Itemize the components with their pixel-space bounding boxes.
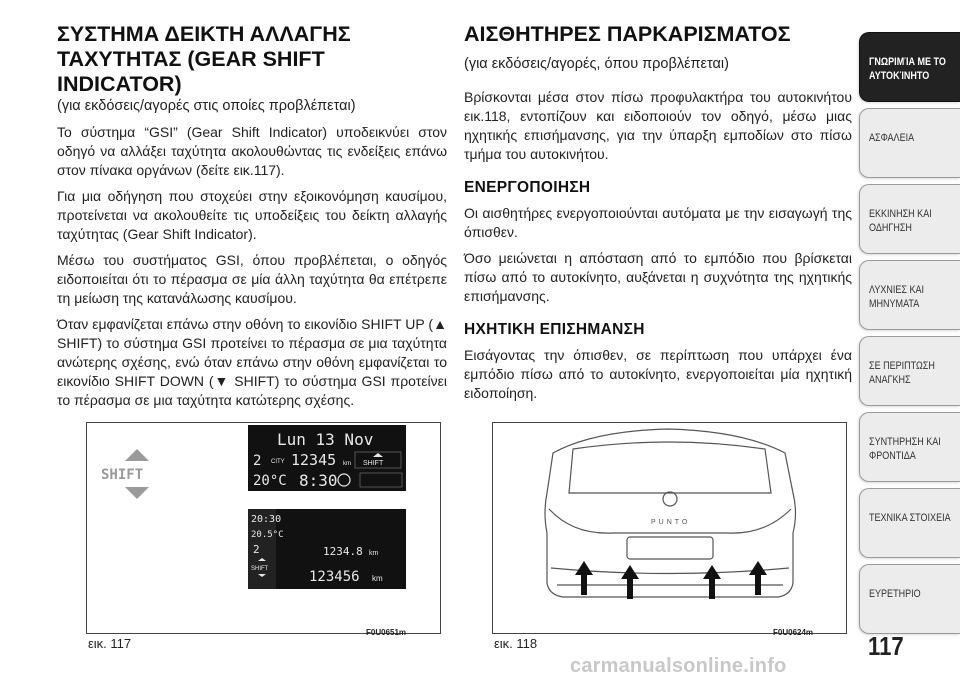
shift-up-icon — [101, 449, 149, 499]
instrument-display-illustration — [87, 423, 442, 635]
display2-odometer-unit: km — [372, 574, 383, 583]
fig117-code: F0U0651m — [366, 628, 407, 637]
tab-technical-data[interactable]: ΤΕΧΝΙΚΑ ΣΤΟΙΧΕΙΑ — [859, 488, 960, 558]
fig118-code: F0U0624m — [773, 628, 814, 637]
display-date: Lun 13 Nov — [277, 430, 374, 449]
display2-shift: SHIFT — [251, 566, 269, 572]
figure-118 — [492, 422, 847, 634]
gsi-paragraph-3: Μέσω του συστήματος GSI, όπου προβλέπεται, ο οδηγός ειδοποιείται ότι το πέρασμα σε μία άλλη ταχύτητα θα επέτρεπε τη μείωση της κατανάλωσης καυσίμου. — [57, 252, 447, 306]
acoustic-heading: ΗΧΗΤΙΚΗ ΕΠΙΣΗΜΑΝΣΗ — [464, 321, 645, 338]
parking-sensors-subtitle: (για εκδόσεις/αγορές, όπου προβλέπεται) — [464, 56, 729, 72]
display-city-mode: CITY — [271, 459, 285, 465]
display2-time: 20:30 — [251, 514, 282, 525]
tab-emergency[interactable]: ΣΕ ΠΕΡΙΠΤΩΣΗ ΑΝΑΓΚΗΣ — [859, 336, 960, 406]
rear-bumper-illustration — [493, 423, 848, 635]
display-odometer: 12345 — [291, 451, 337, 469]
parking-sensors-title: ΑΙΣΘΗΤΗΡΕΣ ΠΑΡΚΑΡΙΣΜΑΤΟΣ — [464, 22, 791, 46]
activation-heading: ΕΝΕΡΓΟΠΟΙΗΣΗ — [464, 179, 591, 196]
upper-display — [248, 425, 406, 491]
tab-starting-driving[interactable]: ΕΚΚΙΝΗΣΗ ΚΑΙ ΟΔΗΓΗΣΗ — [859, 184, 960, 254]
sensor-arrows — [575, 561, 767, 599]
gsi-paragraph-1: Το σύστημα “GSI” (Gear Shift Indicator) υποδεικνύει στον οδηγό να αλλάξει ταχύτητα ακολουθώντας τις ενδείξεις επάνω στον πίνακα οργάνων (δείτε εικ.117). — [57, 124, 447, 178]
display2-odometer: 123456 — [309, 569, 360, 585]
display2-trip-unit: km — [369, 550, 379, 557]
tab-maintenance[interactable]: ΣΥΝΤΗΡΗΣΗ ΚΑΙ ΦΡΟΝΤΙΔΑ — [859, 412, 960, 482]
tab-getting-to-know[interactable]: ΓΝΩΡΙΜΊΑ ΜΕ ΤΟ ΑΥΤΟΚΊΝΗΤΟ — [859, 32, 960, 102]
sensor-arrow-icon — [703, 565, 721, 599]
display-odometer-unit: km — [343, 461, 351, 467]
right-column — [464, 22, 852, 403]
watermark: carmanualsonline.info — [570, 655, 787, 677]
display-shift-badge: SHIFT — [363, 460, 384, 467]
display2-temperature: 20.5°C — [251, 530, 284, 540]
parking-paragraph-1: Βρίσκονται μέσα στον πίσω προφυλακτήρα του αυτοκινήτου εικ.118, εντοπίζουν και ειδοποιούν τον οδηγό, μέσω μιας ηχητικής επισήμανσης, για την ύπαρξη εμποδίων στο πίσω τμήμα του αυτοκινήτου. — [464, 89, 852, 162]
gsi-subtitle: (για εκδόσεις/αγορές στις οποίες προβλέπεται) — [57, 98, 356, 114]
shift-label: SHIFT — [101, 467, 144, 483]
gsi-paragraph-2: Για μια οδήγηση που στοχεύει στην εξοικονόμηση καυσίμου, προτείνεται να ακολουθείτε τις υποδείξεις του δείκτη αλλαγής ταχύτητας (Gear Shift Indicator). — [57, 188, 447, 242]
display-clock: 8:30 — [299, 471, 338, 490]
sensor-arrow-icon — [621, 565, 639, 599]
fig117-caption: εικ. 117 — [88, 636, 132, 651]
gsi-title: ΣΥΣΤΗΜΑ ΔΕΙΚΤΗ ΑΛΛΑΓΗΣ ΤΑΧΥΤΗΤΑΣ (GEAR SHIFT INDICATOR) — [57, 22, 351, 96]
parking-paragraph-3: Όσο μειώνεται η απόσταση από το εμπόδιο που βρίσκεται πίσω από το αυτοκίνητο, αυξάνεται η συχνότητα της ηχητικής επισήμανσης. — [464, 250, 852, 304]
display2-gear: 2 — [253, 543, 260, 556]
display2-trip: 1234.8 — [323, 545, 363, 558]
car-badge: PUNTO — [651, 519, 691, 526]
lower-display — [248, 509, 406, 589]
left-column — [57, 22, 447, 410]
sensor-arrow-icon — [749, 561, 767, 595]
display-gear: 2 — [253, 453, 262, 469]
display-temperature: 20°C — [253, 473, 287, 489]
gsi-paragraph-4: Όταν εμφανίζεται επάνω στην οθόνη το εικονίδιο SHIFT UP (▲ SHIFT) το σύστημα GSI προτείνει το πέρασμα σε μια ταχύτητα ανώτερης σχέσης, ενώ όταν επάνω στην οθόνη εμφανίζεται το εικονίδιο SHIFT DOWN (▼ SHIFT) το σύστημα GSI προτείνει το πέρασμα σε μια ταχύτητα κατώτερης σχέσης. — [57, 316, 447, 408]
tab-warning-lights[interactable]: ΛΥΧΝΙΕΣ ΚΑΙ ΜΗΝΥΜΑΤΑ — [859, 260, 960, 330]
figure-117 — [86, 422, 441, 634]
page-number: 117 — [868, 631, 904, 661]
tab-index[interactable]: ΕΥΡΕΤΗΡΙΟ — [859, 564, 960, 634]
tab-safety[interactable]: ΑΣΦΑΛΕΙΑ — [859, 108, 960, 178]
parking-paragraph-4: Εισάγοντας την όπισθεν, σε περίπτωση που υπάρχει ένα εμπόδιο πίσω από το αυτοκίνητο, ενεργοποιείται μία ηχητική ειδοποίηση. — [464, 347, 852, 401]
sensor-arrow-icon — [575, 561, 593, 595]
parking-paragraph-2: Οι αισθητήρες ενεργοποιούνται αυτόματα με την εισαγωγή της όπισθεν. — [464, 205, 852, 240]
fig118-caption: εικ. 118 — [494, 636, 538, 651]
